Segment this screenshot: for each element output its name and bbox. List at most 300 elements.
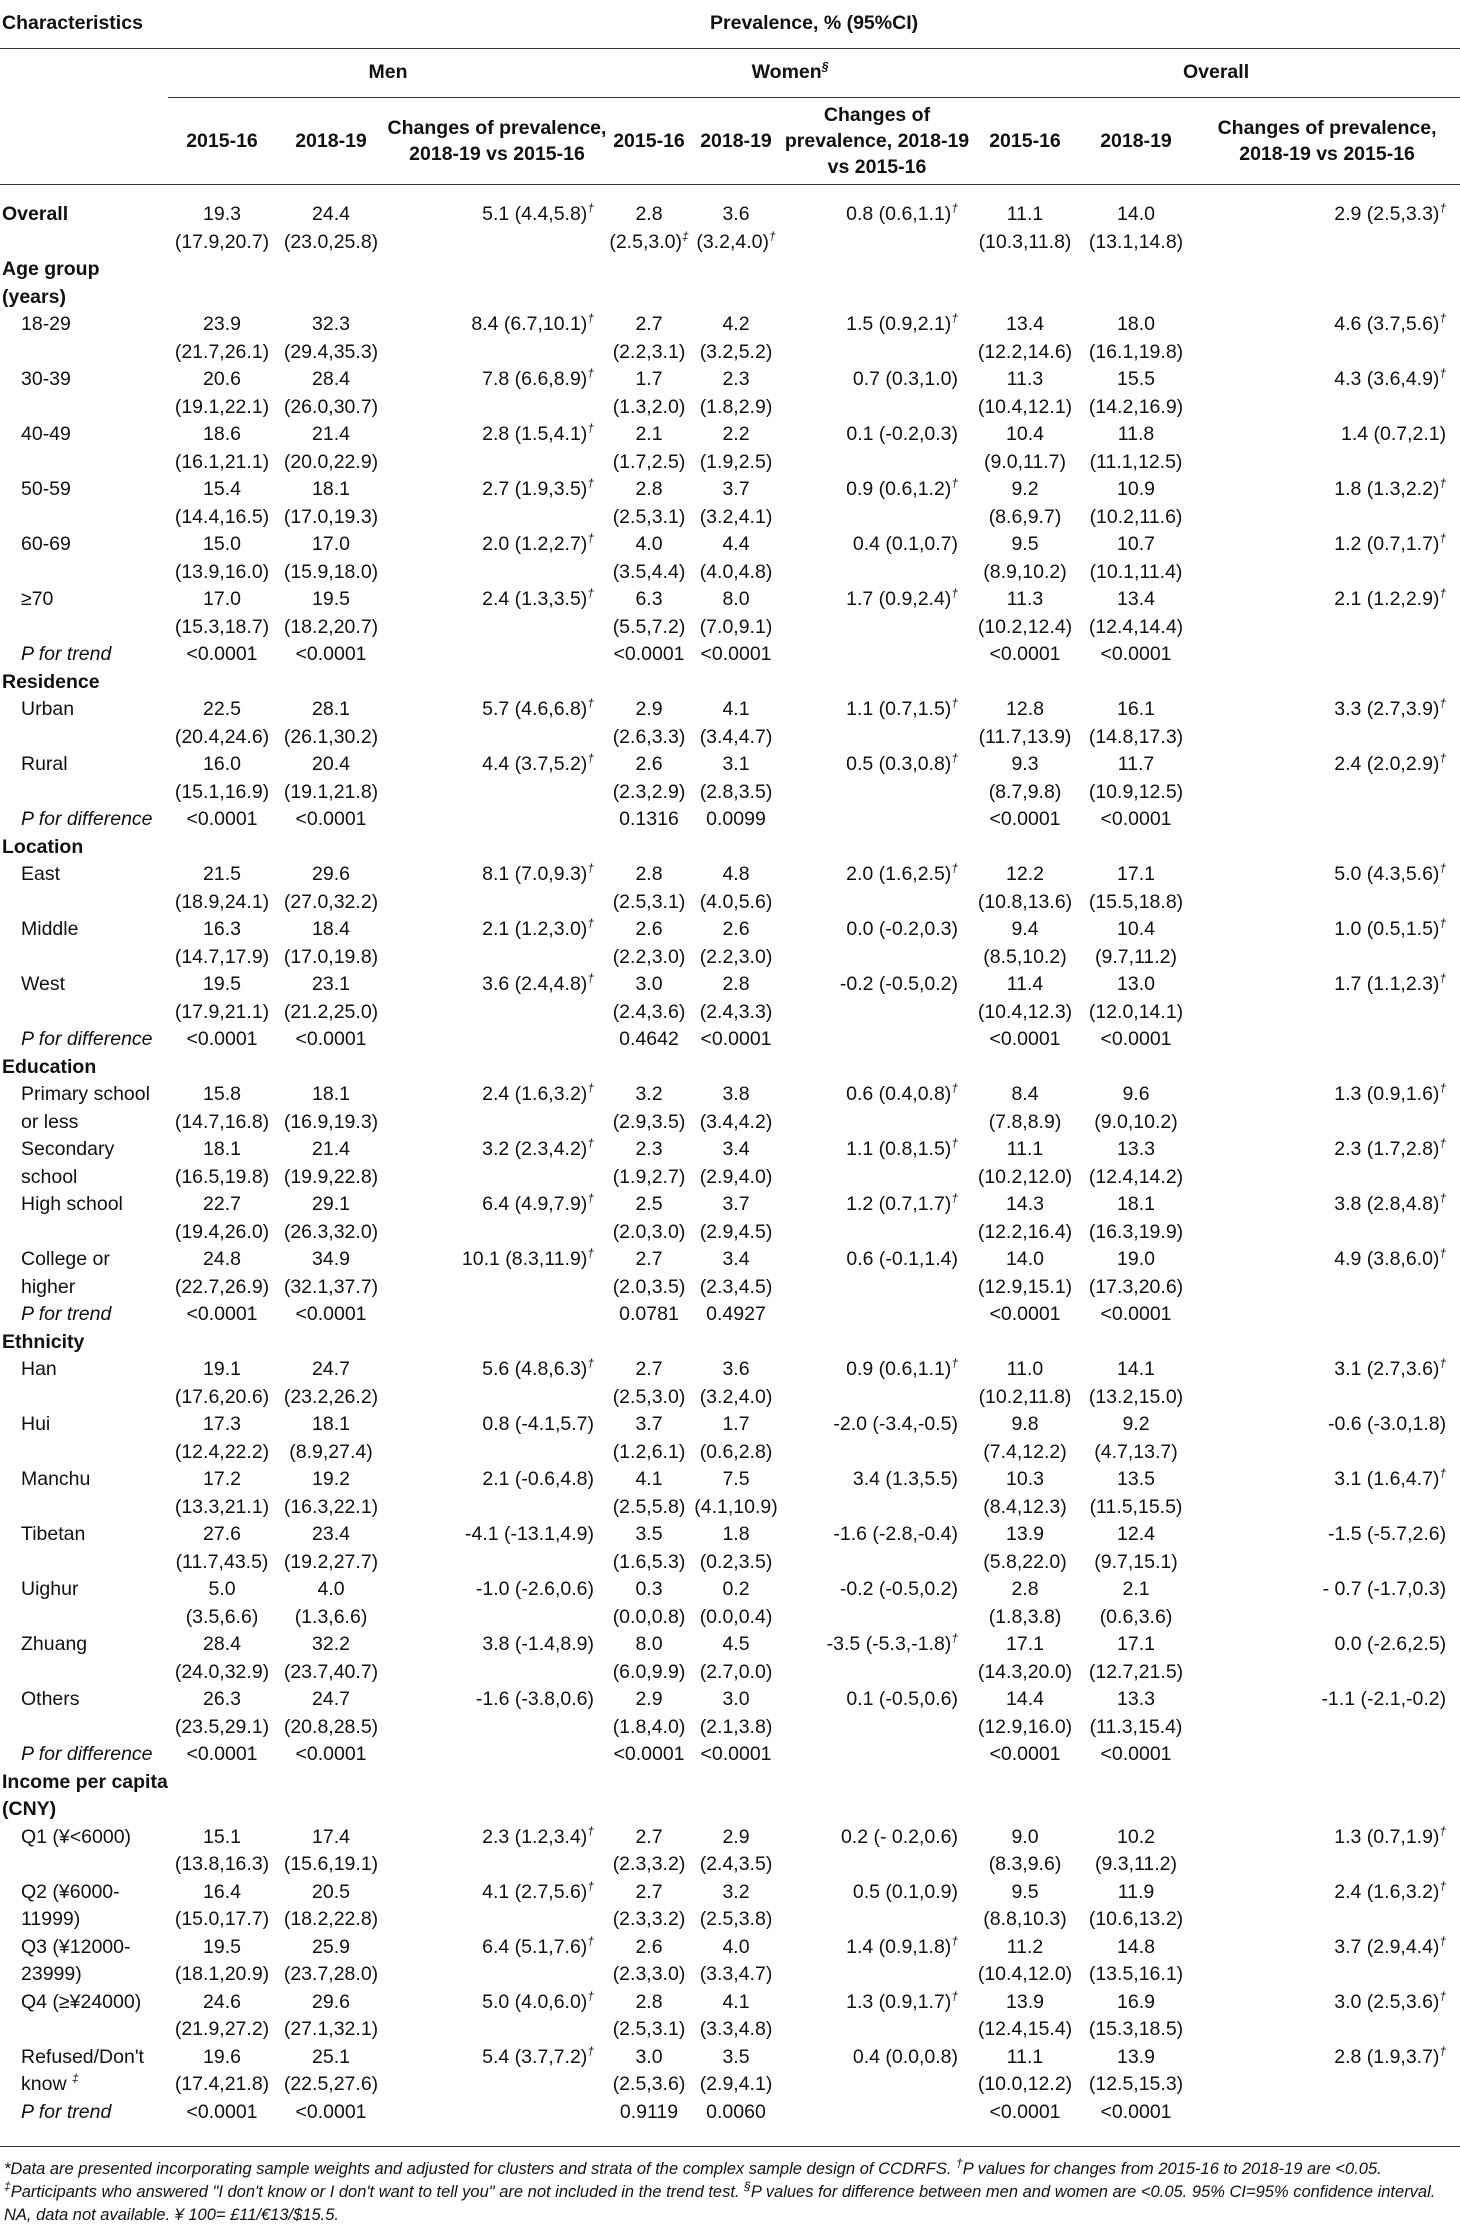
women-2018-cell — [690, 696, 782, 751]
women-2015-cell — [608, 1356, 690, 1411]
men-change-p-value — [386, 1026, 608, 1054]
characteristics-header: Characteristics — [0, 0, 168, 49]
overall-change-cell: 3.3 (2.7,3.9)† — [1334, 696, 1447, 720]
men-2018-cell — [276, 1246, 386, 1301]
ci-value: (8.5,10.2) — [983, 945, 1067, 968]
women-2018-cell — [690, 366, 782, 421]
men-2015-p-value: <0.0001 — [186, 643, 258, 665]
row-label: Q2 (¥6000-11999) — [21, 1880, 120, 1930]
women-change-cell: 0.1 (-0.5,0.6) — [846, 1688, 958, 1710]
ci-value: (2.5,3.0)‡ — [609, 229, 689, 253]
ci-value: (2.8,3.5) — [699, 780, 773, 803]
ci-value: (12.9,16.0) — [977, 1715, 1073, 1738]
ci-value: (14.4,16.5) — [174, 505, 270, 528]
ci-value: (1.8,2.9) — [699, 395, 773, 418]
row-label: Q1 (¥<6000) — [21, 1825, 132, 1848]
women-2015-cell — [608, 1246, 690, 1301]
men-2018-p-value: <0.0001 — [295, 2100, 367, 2123]
ci-value: (26.3,32.0) — [283, 1220, 379, 1243]
section-label: Location — [2, 835, 84, 858]
ci-value: (2.4,3.6) — [612, 1000, 686, 1023]
row-label: Middle — [21, 918, 79, 940]
men-2015-cell — [168, 1081, 276, 1136]
ci-value: (11.3,15.4) — [1089, 1715, 1183, 1738]
estimate-value: 17.1 — [1117, 863, 1155, 885]
row-label: Uighur — [21, 1578, 79, 1600]
estimate-value: 27.6 — [203, 1523, 241, 1545]
estimate-value: 3.7 — [722, 1193, 750, 1215]
men-2015-cell — [168, 916, 276, 971]
estimate-value: 9.0 — [1011, 1825, 1039, 1848]
women-change-p-value — [782, 641, 972, 669]
overall-2018-cell — [1078, 586, 1194, 641]
table-row — [0, 476, 1460, 531]
women-change-cell: 1.7 (0.9,2.4)† — [846, 586, 958, 610]
men-2018-cell — [276, 751, 386, 806]
ci-value: (9.7,15.1) — [1094, 1550, 1178, 1573]
overall-2015-cell — [972, 311, 1078, 366]
ci-value: (12.4,14.2) — [1088, 1165, 1184, 1188]
men-change-cell: 7.8 (6.6,8.9)† — [482, 366, 594, 390]
estimate-value: 2.9 — [722, 1825, 750, 1848]
ci-value: (5.8,22.0) — [983, 1550, 1067, 1573]
overall-2018-cell — [1078, 421, 1194, 476]
overall-2015-cell — [972, 1576, 1078, 1631]
overall-2018-cell — [1078, 1989, 1194, 2044]
ci-value: (12.4,15.4) — [977, 2018, 1073, 2040]
men-2018-cell — [276, 531, 386, 586]
overall-change-cell: 2.4 (2.0,2.9)† — [1334, 751, 1447, 775]
estimate-value: 2.7 — [635, 1825, 663, 1848]
overall-change-cell: -1.5 (-5.7,2.6) — [1327, 1523, 1447, 1545]
overall-2015-cell — [972, 421, 1078, 476]
overall-2018-p-value: <0.0001 — [1100, 2100, 1172, 2123]
ci-value: (23.0,25.8) — [283, 230, 379, 253]
p-value-label: P for difference — [21, 808, 153, 830]
women-2015-cell — [608, 1136, 690, 1191]
estimate-value: 11.1 — [1006, 2045, 1044, 2068]
men-2018-cell — [276, 1521, 386, 1576]
men-change-cell: 8.4 (6.7,10.1)† — [471, 311, 594, 335]
overall-2015-cell — [972, 1081, 1078, 1136]
overall-change-cell: 3.0 (2.5,3.6)† — [1334, 1989, 1447, 2013]
estimate-value: 11.3 — [1006, 588, 1044, 610]
estimate-value: 23.9 — [203, 313, 241, 335]
ci-value: (2.3,3.2) — [612, 1908, 686, 1930]
row-label: High school — [21, 1193, 123, 1215]
estimate-value: 2.1 — [635, 423, 663, 445]
row-label: 60-69 — [21, 533, 71, 555]
men-2015-cell — [168, 1191, 276, 1246]
women-2018-cell — [690, 1989, 782, 2044]
men-2018-p-value: <0.0001 — [295, 643, 367, 665]
overall-2015-header: 2015-16 — [989, 130, 1061, 152]
overall-2018-cell — [1078, 1824, 1194, 1879]
overall-change-cell: -0.6 (-3.0,1.8) — [1327, 1413, 1447, 1435]
women-change-cell: 0.5 (0.1,0.9) — [852, 1880, 958, 1903]
estimate-value: 12.4 — [1117, 1523, 1155, 1545]
overall-change-cell: 3.8 (2.8,4.8)† — [1334, 1191, 1447, 1215]
ci-value: (14.7,16.8) — [174, 1110, 270, 1133]
women-change-p-value — [782, 1301, 972, 1329]
overall-2018-cell — [1078, 916, 1194, 971]
estimate-value: 17.1 — [1117, 1633, 1155, 1655]
overall-change-p-value — [1194, 641, 1460, 669]
estimate-value: 1.7 — [722, 1413, 750, 1435]
men-2015-cell — [168, 1466, 276, 1521]
overall-2015-cell — [972, 1879, 1078, 1934]
ci-value: (16.3,19.9) — [1088, 1220, 1184, 1243]
row-label: Tibetan — [21, 1523, 86, 1545]
women-2015-header: 2015-16 — [613, 130, 685, 152]
overall-2015-cell — [972, 2044, 1078, 2099]
row-label: Zhuang — [21, 1633, 88, 1655]
men-2018-cell — [276, 916, 386, 971]
estimate-value: 13.4 — [1006, 313, 1044, 335]
overall-2015-cell — [972, 1631, 1078, 1686]
women-2018-cell — [690, 916, 782, 971]
women-change-p-value — [782, 2099, 972, 2127]
overall-2015-cell — [972, 1934, 1078, 1989]
ci-value: (0.6,3.6) — [1099, 1605, 1173, 1628]
women-2015-p-value: <0.0001 — [613, 1743, 685, 1765]
ci-value: (4.1,10.9) — [694, 1495, 778, 1518]
ci-value: (0.0,0.8) — [612, 1605, 686, 1628]
overall-2018-cell — [1078, 366, 1194, 421]
ci-value: (32.1,37.7) — [283, 1275, 379, 1298]
ci-value: (2.3,3.0) — [612, 1963, 686, 1985]
section-row — [0, 834, 1460, 862]
overall-change-cell: 3.1 (1.6,4.7)† — [1334, 1466, 1447, 1490]
overall-change-cell: 3.7 (2.9,4.4)† — [1334, 1934, 1447, 1958]
overall-change-p-value — [1194, 1026, 1460, 1054]
table-row — [0, 971, 1460, 1026]
women-2018-cell — [690, 1081, 782, 1136]
women-2015-cell — [608, 1934, 690, 1989]
overall-2015-p-value: <0.0001 — [989, 1743, 1061, 1765]
women-change-cell: 0.6 (0.4,0.8)† — [846, 1081, 958, 1105]
ci-value: (2.0,3.5) — [612, 1275, 686, 1298]
ci-value: (26.0,30.7) — [283, 395, 379, 418]
men-change-cell: 5.1 (4.4,5.8)† — [482, 201, 594, 225]
estimate-value: 10.7 — [1117, 533, 1155, 555]
overall-2018-p-value: <0.0001 — [1100, 643, 1172, 665]
women-2018-cell — [690, 1576, 782, 1631]
p-value-row — [0, 1026, 1460, 1054]
men-2015-cell — [168, 1246, 276, 1301]
estimate-value: 17.1 — [1006, 1633, 1044, 1655]
estimate-value: 11.4 — [1006, 973, 1044, 995]
men-change-header: Changes of prevalence, 2018-19 vs 2015-16 — [387, 117, 607, 165]
ci-value: (10.3,11.8) — [978, 230, 1072, 253]
overall-change-header: Changes of prevalence, 2018-19 vs 2015-16 — [1217, 117, 1437, 165]
section-label: Education — [2, 1055, 97, 1078]
overall-2018-cell — [1078, 1934, 1194, 1989]
men-2015-cell — [168, 476, 276, 531]
men-2018-p-value: <0.0001 — [295, 808, 367, 830]
ci-value: (7.4,12.2) — [983, 1440, 1067, 1463]
estimate-value: 17.4 — [312, 1825, 350, 1848]
women-2015-cell — [608, 1466, 690, 1521]
women-change-cell: 0.8 (0.6,1.1)† — [846, 201, 958, 225]
ci-value: (2.7,0.0) — [699, 1660, 773, 1683]
estimate-value: 24.6 — [203, 1990, 241, 2013]
estimate-value: 10.9 — [1117, 478, 1155, 500]
women-2018-cell — [690, 1879, 782, 1934]
men-change-cell: -1.0 (-2.6,0.6) — [475, 1578, 594, 1600]
ci-value: (1.2,6.1) — [612, 1440, 686, 1463]
overall-2015-cell — [972, 366, 1078, 421]
table-row — [0, 366, 1460, 421]
estimate-value: 34.9 — [312, 1248, 350, 1270]
estimate-value: 15.8 — [203, 1083, 241, 1105]
men-2018-cell — [276, 1356, 386, 1411]
estimate-value: 20.4 — [312, 753, 350, 775]
overall-2015-cell — [972, 861, 1078, 916]
women-2018-cell — [690, 1356, 782, 1411]
ci-value: (26.1,30.2) — [283, 725, 379, 748]
ci-value: (2.6,3.3) — [612, 725, 686, 748]
estimate-value: 18.1 — [1117, 1193, 1155, 1215]
men-change-p-value — [386, 2099, 608, 2127]
p-value-label: P for difference — [21, 1743, 153, 1765]
estimate-value: 19.1 — [203, 1358, 241, 1380]
table-row — [0, 1246, 1460, 1301]
men-2018-cell — [276, 201, 386, 256]
estimate-value: 18.4 — [312, 918, 350, 940]
table-row — [0, 861, 1460, 916]
estimate-value: 1.7 — [635, 368, 663, 390]
overall-2018-cell — [1078, 1466, 1194, 1521]
men-2015-cell — [168, 421, 276, 476]
men-change-cell: 2.3 (1.2,3.4)† — [482, 1824, 594, 1848]
men-2015-cell — [168, 1824, 276, 1879]
men-change-cell: 3.6 (2.4,4.8)† — [482, 971, 594, 995]
men-change-cell: 8.1 (7.0,9.3)† — [482, 861, 594, 885]
women-change-p-value — [782, 1741, 972, 1769]
section-row — [0, 1054, 1460, 1082]
women-2018-cell — [690, 421, 782, 476]
women-2018-cell — [690, 1631, 782, 1686]
men-2018-cell — [276, 1989, 386, 2044]
estimate-value: 2.8 — [635, 1990, 663, 2013]
men-2015-cell — [168, 311, 276, 366]
estimate-value: 5.0 — [208, 1578, 236, 1600]
ci-value: (23.5,29.1) — [174, 1715, 270, 1738]
women-2018-cell — [690, 531, 782, 586]
ci-value: (1.8,3.8) — [988, 1605, 1062, 1628]
ci-value: (7.0,9.1) — [699, 615, 773, 638]
estimate-value: 29.6 — [312, 863, 350, 885]
ci-value: (2.4,3.3) — [699, 1000, 773, 1023]
estimate-value: 3.0 — [635, 973, 663, 995]
overall-2018-cell — [1078, 1191, 1194, 1246]
estimate-value: 2.2 — [722, 423, 750, 445]
men-2015-cell — [168, 366, 276, 421]
women-2015-cell — [608, 1191, 690, 1246]
estimate-value: 10.4 — [1117, 918, 1155, 940]
estimate-value: 2.9 — [635, 698, 663, 720]
table-body — [0, 201, 1460, 2126]
estimate-value: 17.3 — [203, 1413, 241, 1435]
estimate-value: 9.6 — [1122, 1083, 1150, 1105]
women-change-header: Changes of prevalence, 2018-19 vs 2015-16 — [784, 104, 970, 178]
p-value-row — [0, 806, 1460, 834]
ci-value: (22.7,26.9) — [174, 1275, 270, 1298]
ci-value: (4.0,5.6) — [699, 890, 773, 913]
men-2015-cell — [168, 751, 276, 806]
estimate-value: 29.1 — [312, 1193, 350, 1215]
ci-value: (2.3,4.5) — [699, 1275, 773, 1298]
ci-value: (10.4,12.3) — [977, 1000, 1073, 1023]
ci-value: (20.4,24.6) — [174, 725, 270, 748]
women-change-cell: 0.1 (-0.2,0.3) — [846, 423, 958, 445]
estimate-value: 9.3 — [1011, 753, 1039, 775]
ci-value: (3.4,4.2) — [699, 1110, 773, 1133]
ci-value: (14.8,17.3) — [1088, 725, 1184, 748]
ci-value: (2.2,3.1) — [612, 340, 686, 363]
ci-value: (17.6,20.6) — [174, 1385, 270, 1408]
ci-value: (27.0,32.2) — [283, 890, 379, 913]
men-2018-p-value: <0.0001 — [295, 1303, 367, 1325]
overall-2018-header: 2018-19 — [1100, 130, 1172, 152]
men-change-cell: 2.0 (1.2,2.7)† — [482, 531, 594, 555]
men-2018-cell — [276, 366, 386, 421]
overall-change-p-value — [1194, 1301, 1460, 1329]
estimate-value: 16.1 — [1117, 698, 1155, 720]
estimate-value: 3.2 — [635, 1083, 663, 1105]
table-row — [0, 1989, 1460, 2044]
estimate-value: 3.5 — [635, 1523, 663, 1545]
overall-2018-p-value: <0.0001 — [1100, 1743, 1172, 1765]
estimate-value: 24.7 — [312, 1688, 350, 1710]
estimate-value: 10.3 — [1006, 1468, 1044, 1490]
ci-value: (0.6,2.8) — [699, 1440, 773, 1463]
ci-value: (12.4,14.4) — [1088, 615, 1184, 638]
p-value-label: P for trend — [21, 643, 112, 665]
estimate-value: 19.5 — [312, 588, 350, 610]
overall-change-cell: 1.0 (0.5,1.5)† — [1334, 916, 1447, 940]
ci-value: (13.3,21.1) — [174, 1495, 270, 1518]
women-2018-cell — [690, 1411, 782, 1466]
estimate-value: 2.7 — [635, 1248, 663, 1270]
ci-value: (10.2,12.0) — [977, 1165, 1073, 1188]
men-2015-header: 2015-16 — [186, 130, 258, 152]
men-change-p-value — [386, 1741, 608, 1769]
ci-value: (2.5,3.1) — [612, 2018, 686, 2040]
ci-value: (22.5,27.6) — [283, 2073, 379, 2095]
ci-value: (19.1,21.8) — [283, 780, 379, 803]
ci-value: (2.9,4.1) — [699, 2073, 773, 2095]
men-change-cell: 3.2 (2.3,4.2)† — [482, 1136, 594, 1160]
p-value-row — [0, 1741, 1460, 1769]
estimate-value: 12.2 — [1006, 863, 1044, 885]
estimate-value: 10.4 — [1006, 423, 1044, 445]
ci-value: (2.9,4.5) — [699, 1220, 773, 1243]
row-label: Rural — [21, 753, 68, 775]
ci-value: (10.6,13.2) — [1088, 1908, 1184, 1930]
women-2015-p-value: 0.4642 — [619, 1028, 679, 1050]
ci-value: (13.1,14.8) — [1088, 230, 1184, 253]
women-2018-p-value: 0.4927 — [706, 1303, 766, 1325]
estimate-value: 1.8 — [722, 1523, 750, 1545]
women-change-cell: -3.5 (-5.3,-1.8)† — [826, 1631, 958, 1655]
ci-value: (23.7,40.7) — [283, 1660, 379, 1683]
estimate-value: 3.4 — [722, 1248, 750, 1270]
men-change-cell: 5.7 (4.6,6.8)† — [482, 696, 594, 720]
estimate-value: 4.1 — [635, 1468, 663, 1490]
ci-value: (8.8,10.3) — [983, 1908, 1067, 1930]
estimate-value: 9.5 — [1011, 533, 1039, 555]
ci-value: (1.3,6.6) — [294, 1605, 368, 1628]
table-row — [0, 2044, 1460, 2099]
overall-change-cell: 2.9 (2.5,3.3)† — [1334, 201, 1447, 225]
overall-2018-cell — [1078, 1081, 1194, 1136]
men-change-cell: 5.4 (3.7,7.2)† — [482, 2044, 594, 2068]
ci-value: (2.5,5.8) — [612, 1495, 686, 1518]
men-change-p-value — [386, 806, 608, 834]
ci-value: (2.5,3.1) — [612, 890, 686, 913]
table-row — [0, 201, 1460, 256]
ci-value: (2.5,3.6) — [612, 2073, 686, 2095]
ci-value: (17.3,20.6) — [1088, 1275, 1184, 1298]
ci-value: (17.4,21.8) — [174, 2073, 270, 2095]
men-2018-cell — [276, 971, 386, 1026]
women-2015-cell — [608, 971, 690, 1026]
estimate-value: 22.7 — [203, 1193, 241, 1215]
estimate-value: 2.6 — [635, 753, 663, 775]
table-row — [0, 1466, 1460, 1521]
women-2018-cell — [690, 2044, 782, 2099]
ci-value: (3.2,5.2) — [699, 340, 773, 363]
overall-2015-p-value: <0.0001 — [989, 1028, 1061, 1050]
ci-value: (15.9,18.0) — [283, 560, 379, 583]
ci-value: (21.7,26.1) — [174, 340, 270, 363]
women-2018-cell — [690, 1136, 782, 1191]
estimate-value: 0.2 — [722, 1578, 750, 1600]
women-2015-cell — [608, 1521, 690, 1576]
estimate-value: 25.9 — [312, 1935, 350, 1958]
women-2015-p-value: 0.0781 — [619, 1303, 679, 1325]
ci-value: (10.2,12.4) — [977, 615, 1073, 638]
overall-change-cell: 2.3 (1.7,2.8)† — [1334, 1136, 1447, 1160]
ci-value: (21.9,27.2) — [174, 2018, 270, 2040]
overall-2015-cell — [972, 1136, 1078, 1191]
women-change-cell: 1.5 (0.9,2.1)† — [846, 311, 958, 335]
ci-value: (1.8,4.0) — [612, 1715, 686, 1738]
section-label: Residence — [2, 670, 100, 693]
men-2015-p-value: <0.0001 — [186, 1743, 258, 1765]
ci-value: (19.1,22.1) — [174, 395, 270, 418]
estimate-value: 2.7 — [635, 1358, 663, 1380]
men-2018-cell — [276, 421, 386, 476]
men-change-cell: 4.1 (2.7,5.6)† — [482, 1879, 594, 1903]
table-row — [0, 1411, 1460, 1466]
overall-2018-cell — [1078, 1136, 1194, 1191]
ci-value: (0.2,3.5) — [699, 1550, 773, 1573]
men-2015-cell — [168, 861, 276, 916]
women-2015-p-value: <0.0001 — [613, 643, 685, 665]
men-change-cell: 2.1 (-0.6,4.8) — [482, 1468, 594, 1490]
estimate-value: 4.0 — [635, 533, 663, 555]
overall-group-header: Overall — [972, 49, 1460, 98]
men-2015-cell — [168, 696, 276, 751]
estimate-value: 23.4 — [312, 1523, 350, 1545]
estimate-value: 9.4 — [1011, 918, 1039, 940]
ci-value: (11.1,12.5) — [1089, 450, 1183, 473]
ci-value: (4.0,4.8) — [699, 560, 773, 583]
ci-value: (13.2,15.0) — [1088, 1385, 1184, 1408]
